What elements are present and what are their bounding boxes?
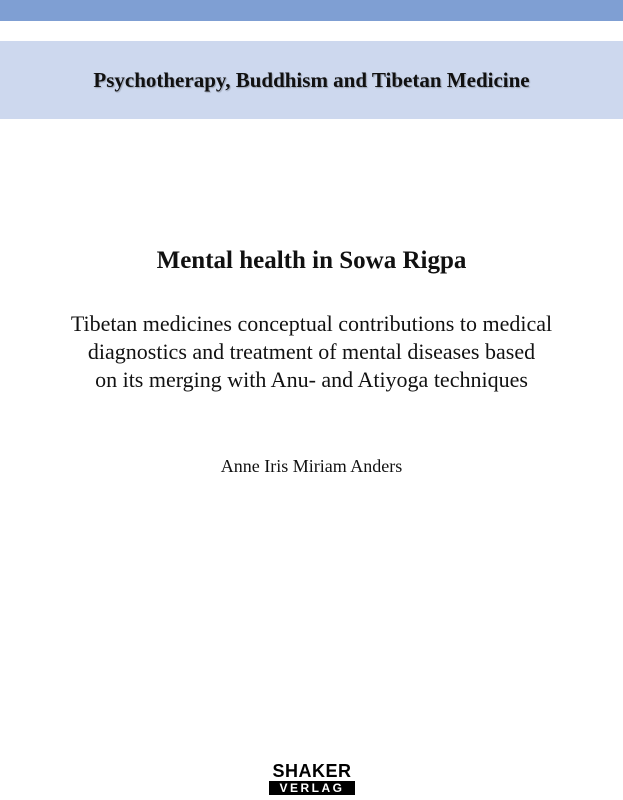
book-title: Mental health in Sowa Rigpa — [156, 247, 467, 274]
publisher-logo — [268, 762, 356, 798]
series-band — [0, 41, 623, 119]
author-name: Anne Iris Miriam Anders — [220, 456, 403, 476]
series-title: Psychotherapy, Buddhism and Tibetan Medicine — [93, 67, 530, 92]
subtitle-line: diagnostics and treatment of mental diseases based — [87, 339, 536, 364]
publisher-logo-bottom: VERLAG — [269, 781, 355, 795]
top-color-stripe — [0, 0, 623, 21]
subtitle-line: on its merging with Anu- and Atiyoga techniques — [95, 367, 528, 392]
book-subtitle — [30, 310, 593, 394]
subtitle-line: Tibetan medicines conceptual contributions to medical — [70, 311, 553, 336]
publisher-logo-top: SHAKER — [272, 761, 352, 781]
